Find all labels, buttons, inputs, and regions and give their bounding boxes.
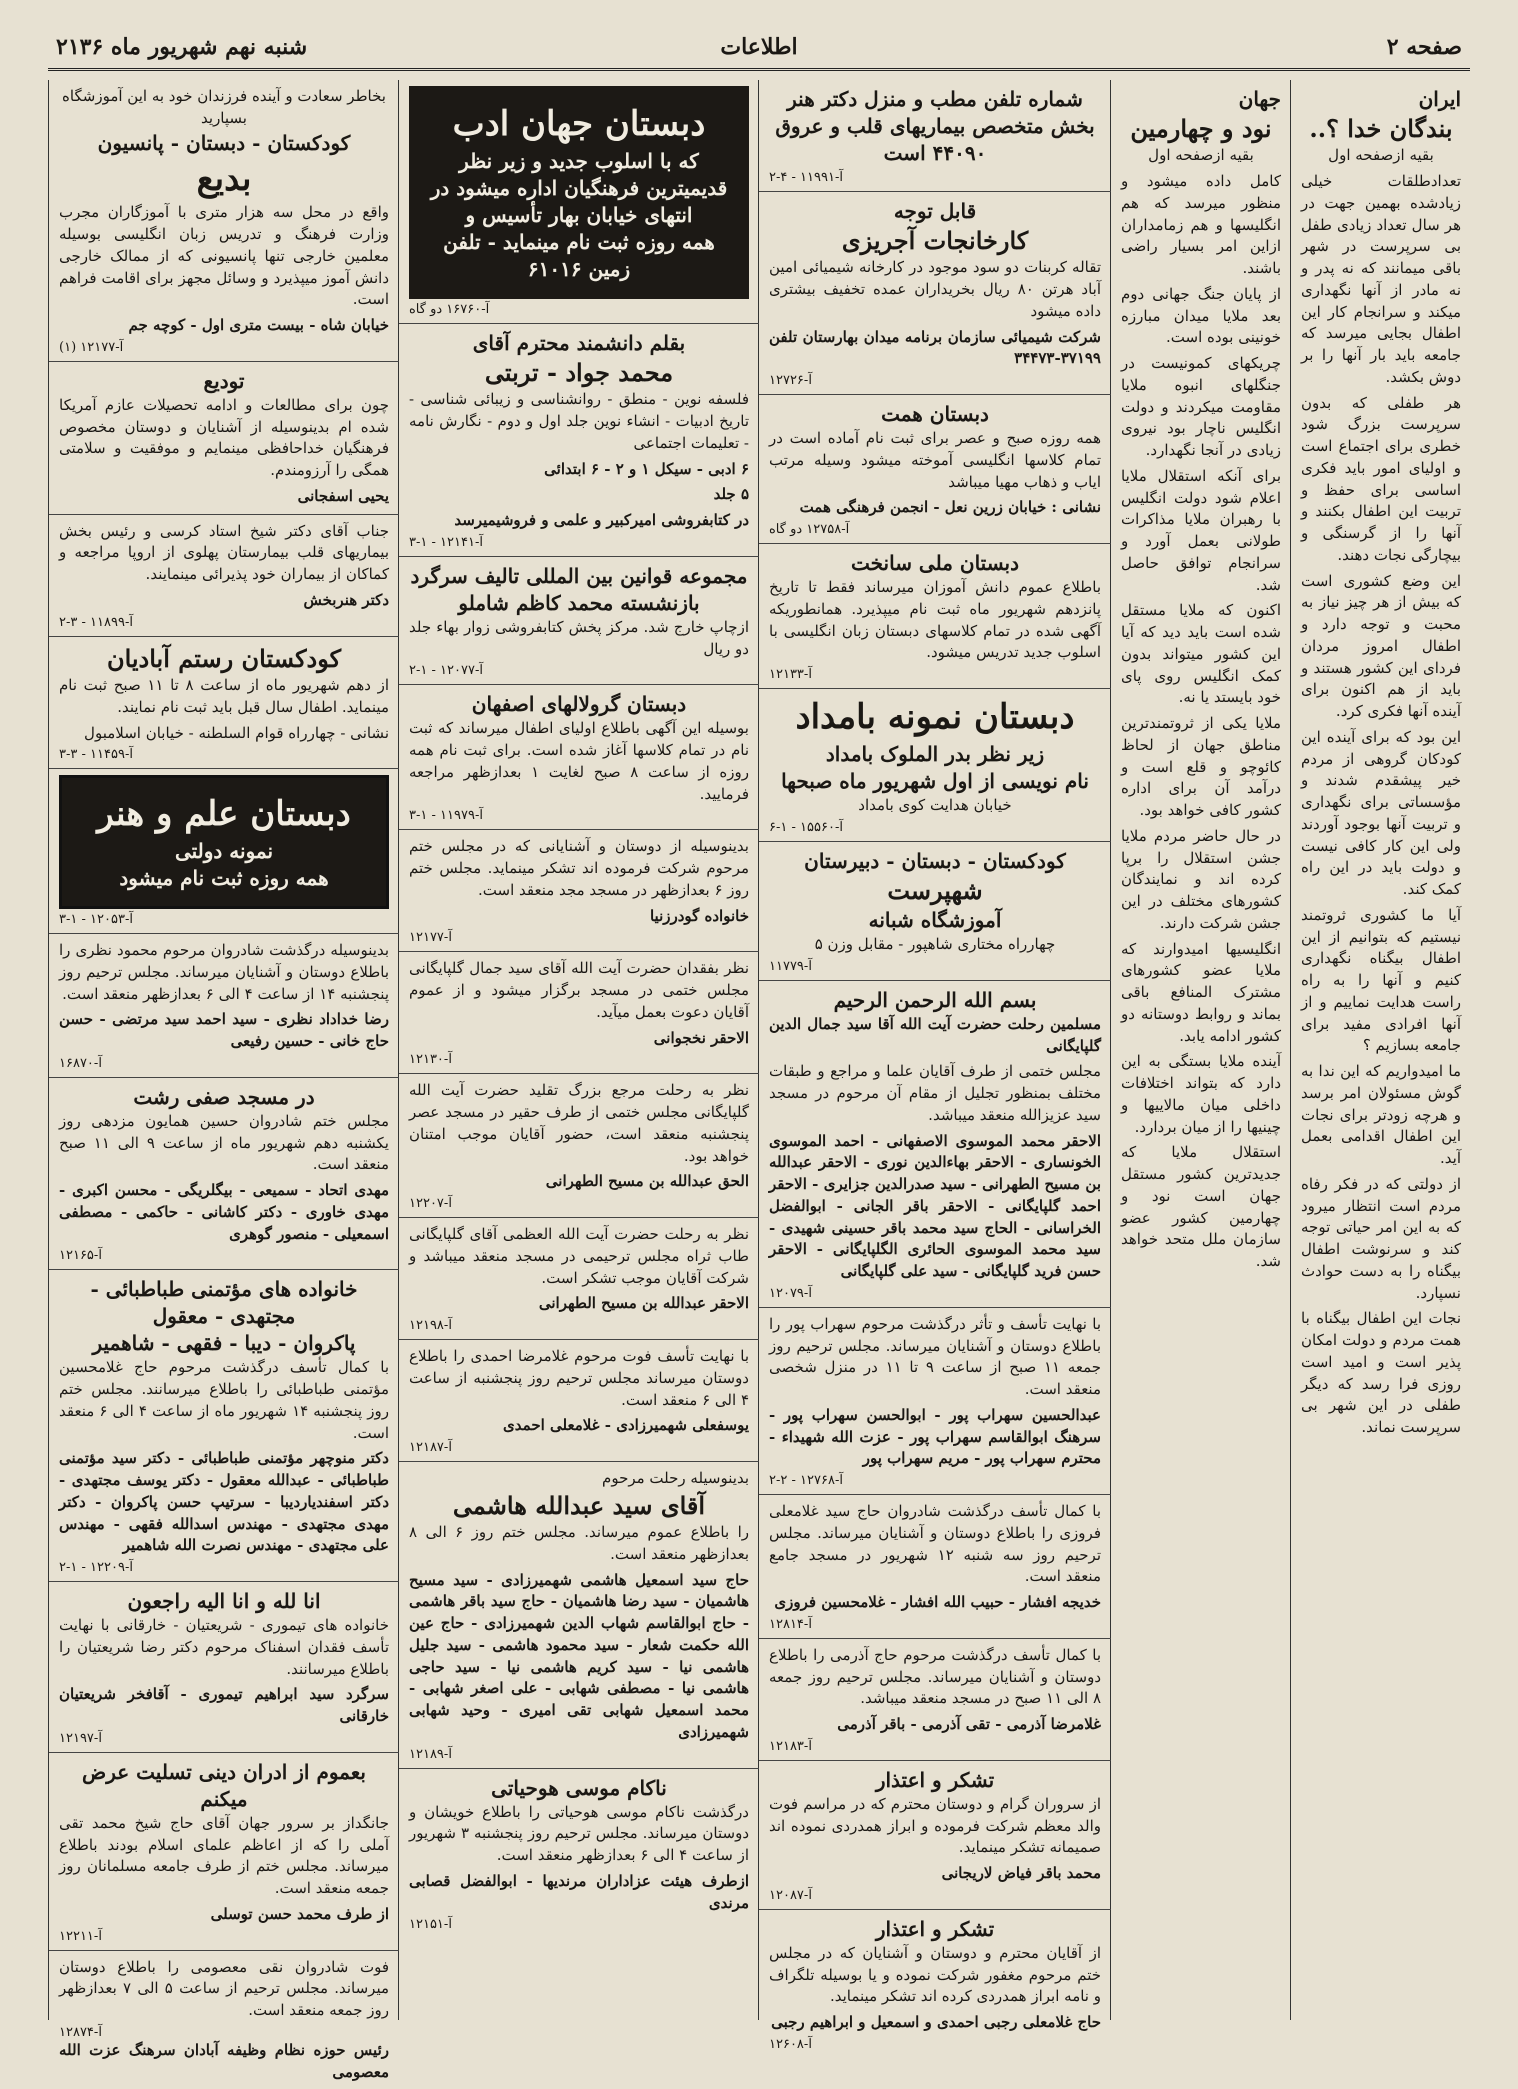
ad-body: از دهم شهریور ماه از ساعت ۸ تا ۱۱ صبح ثبت نام مینماید. اطفال سال قبل باید ثبت نام نمایند. — [59, 676, 390, 716]
sohrabpour-obituary — [759, 1308, 1111, 1495]
ad-code: آ-۱۲۶۰۸ — [769, 2036, 812, 2052]
obituary-title: ناکام موسی هوحیاتی — [491, 1775, 667, 1800]
article-paragraph: تعدادطلقات خیلی زیادشده بهمین جهت در هر سال تعداد زیادی طفل بی سرپرست در شهر باقی میمانند که نه پدر و نه مادر از آنها نگهداری میکند و سرانجام کار این اطفال بجایی میرسد که جامعه باید بار آنها را بر دوش بکشد. — [1301, 172, 1461, 386]
ad-code: آ-۱۲۱۵۱ — [409, 1917, 452, 1933]
ads-column-3 — [758, 80, 1111, 2052]
obituary-name: از طرف محمد حسن توسلی — [210, 1904, 389, 1923]
ad-banner — [409, 86, 749, 299]
book-sale: در کتابفروشی امیرکبیر و علمی و فروشیمیرسد — [454, 511, 749, 530]
ad-address: نشانی - چهارراه قوام السلطنه - خیابان اسلامبول — [84, 723, 389, 742]
iran-article — [1291, 80, 1471, 1445]
ad-code: آ-۱۲۰۷۷ - ۱-۲ — [409, 663, 483, 679]
obituary-title: انا لله و انا الیه راجعون — [127, 1589, 321, 1614]
notice-title: تشکر و اعتذار — [875, 1916, 995, 1941]
ad-code: آ-۱۱۹۷۹ - ۱-۳ — [409, 808, 483, 824]
notice-title: تودیع — [203, 368, 245, 393]
hashemi-obituary — [399, 1462, 759, 1769]
obituary-body: جانگداز بر سرور جهان آقای حاج شیخ محمد تقی آملی را که از اعاظم علمای اسلام بودند باطلاع میرساند. مجلس ختم از طرف جامعه مسلمانان روز جمعه منعقد است. — [59, 1813, 389, 1898]
continued-note: بقیه ازصفحه اول — [1148, 146, 1254, 165]
ad-code: آ-۱۲۱۸۷ — [409, 1440, 452, 1456]
ad-code: آ-۱۲۰۵۳ - ۱-۳ — [59, 912, 133, 928]
ad-title: دبستان همت — [881, 402, 989, 427]
article-paragraph: کامل داده میشود و منظور میرسد که هم انگلیسها و هم زمامداران ازاین امر بسیار راضی باشند. — [1121, 172, 1281, 278]
obituary-body: مجلس ختمی از طرف آقایان علما و مراجع و طبقات مختلف بمنظور تجلیل از مقام آن مرحوم در مسجد سید عزیزالله منعقد میباشد. — [769, 1062, 1101, 1124]
ad-banner — [59, 775, 389, 909]
obituary-body: با کمال تأسف درگذشت مرحوم حاج غلامحسین مؤتمنی طباطبائی را باطلاع میرسانند. مجلس ختم روز پنجشنبه ۱۴ شهریور ماه از ساعت ۴ الی ۶ منعقد است. — [59, 1358, 389, 1442]
article-paragraph: برای آنکه استقلال ملایا اعلام شود دولت انگلیس با رهبران ملایا مذاکرات طولانی بعمل آورد و سرانجام توافق حاصل شد. — [1121, 466, 1281, 594]
continued-note: بقیه ازصفحه اول — [1328, 146, 1434, 165]
book-list: فلسفه نوین - منطق - روانشناسی و زیبائی شناسی - تاریخ ادبیات - انشاء نوین جلد اول و دوم - نگارش نامه - تعلیمات اجتماعی — [409, 390, 749, 452]
article-paragraph: هر طفلی که بدون سرپرست بزرگ شود خطری برای اجتماع است و اولیای امور باید فکری اساسی برای حفظ و تربیت این اطفال بکنند و آنها را از گرسنگی و بیچارگی نجات دهند. — [1301, 393, 1461, 564]
notice-body: جناب آقای دکتر شیخ استاد کرسی و رئیس بخش بیماریهای قلب بیمارستان پهلوی از اروپا مراجعه و کماکان از بیماران خود پذیرائی مینمایند. — [59, 521, 389, 584]
obituary-subtitle: پاکروان - دیبا - فقهی - شاهمیر — [92, 1331, 356, 1356]
ad-code: آ-۱۲۱۳۳ — [769, 667, 812, 683]
teymouri-obituary — [49, 1582, 399, 1753]
notice-name: الاحقر نخجوانی — [653, 1028, 749, 1047]
notice-name: حاج غلامعلی رجبی احمدی و اسمعیل و ابراهیم رجبی — [771, 2013, 1101, 2032]
ad-code: آ-۱۲۲۱۱ — [59, 1928, 102, 1944]
article-paragraph: آینده ملایا بستگی به این دارد که بتواند اختلافات داخلی میان مالاییها و چینیها را از میان بردارد. — [1121, 1052, 1281, 1136]
obituary-body: با کمال تأسف درگذشت شادروان حاج سید غلامعلی فروزی را باطلاع دوستان و آشنایان میرساند. مجلس ترحیم روز سه شنبه ۱۲ شهریور در مسجد جامع منعقد است. — [769, 1502, 1101, 1586]
ahmadi-obituary — [399, 1340, 759, 1462]
ad-title: دبستان نمونه بامداد — [795, 697, 1075, 738]
obituary-names: ازطرف هیئت عزاداران مرندیها - ابوالفضل قصابی مرندی — [409, 1871, 749, 1912]
article-paragraph: اکنون که ملایا مستقل شده است باید دید که آیا این کشور میتواند بدون کمک انگلیس روی پای خود بایستد یا نه. — [1121, 601, 1281, 707]
book-volumes: ۵ جلد — [713, 485, 749, 504]
obituary-heading: مسلمین رحلت حضرت آیت الله آقا سید جمال الدین گلپایگانی — [769, 1014, 1101, 1055]
obituary-names: مهدی اتحاد - سمیعی - بیگلریگی - محسن اکبری - مهدی خاوری - دکتر کاشانی - حاکمی - مصطفی اسمعیلی - منصور گوهری — [59, 1181, 389, 1243]
obituary-title: بعموم از ادران دینی تسلیت عرض میکنم — [82, 1759, 366, 1811]
ad-code: آ-۱۲۷۶۸ - ۲-۲ — [769, 1473, 843, 1489]
ad-subtitle: کارخانجات آجریزی — [841, 226, 1029, 255]
ads-column-4 — [398, 80, 759, 2020]
notice-name: محمد باقر فیاض لاریجانی — [941, 1864, 1101, 1883]
masoumi-obituary — [49, 1951, 399, 2089]
notice-name: خانواده گودرزنیا — [649, 906, 749, 925]
ad-code: آ-۱۱۹۹۱ - ۴-۲ — [769, 170, 843, 185]
obituary-body: خانواده های تیموری - شریعتیان - خارقانی با نهایت تأسف فقدان اسفناک مرحوم دکتر رضا شریعتیان را باطلاع میرسانند. — [59, 1616, 389, 1678]
ad-subtitle: زیر نظر بدر الملوک بامداد — [825, 742, 1045, 767]
safi-mosque-obituary — [49, 1078, 399, 1271]
ad-code: آ-۱۲۷۵۸ دو گاه — [769, 522, 850, 538]
ad-code: آ-۱۱۴۵۹ - ۳-۳ — [59, 747, 133, 763]
obituary-names: سرگرد سید ابراهیم تیموری - آقافخر شریعتیان خارقانی — [59, 1685, 389, 1726]
azari-obituary — [759, 1639, 1111, 1761]
world-column — [1110, 80, 1291, 2020]
section-label: ایران — [1418, 87, 1461, 111]
page-date: شنبه نهم شهریور ماه ۲۱۳۶ — [56, 34, 308, 60]
nazari-obituary — [49, 934, 399, 1078]
ad-registration: همه روزه ثبت نام میشود — [119, 866, 329, 891]
thanks-notice-2 — [759, 1910, 1111, 2058]
ad-title: مجموعه قوانین بین المللی تالیف سرگرد بازنشسته محمد کاظم شاملو — [410, 563, 748, 615]
farewell-notice — [49, 362, 399, 515]
obituary-title: خانواده های مؤتمنی طباطبائی - مجتهدی - معقول — [90, 1277, 358, 1329]
ad-title: دبستان جهان ادب — [452, 104, 706, 144]
article-paragraph: در حال حاضر مردم ملایا جشن استقلال را برپا کرده اند و نمایندگان کشورهای مختلف در این جشن شرکت دارند. — [1121, 826, 1281, 932]
obituary-names: خدیجه افشار - حبیب الله افشار - غلامحسین فروزی — [774, 1593, 1101, 1612]
article-paragraph: این بود که برای آینده این کودکان گروهی از مردم خیر پیشقدم شدند و مؤسساتی برای نگهداری و تربیت آنها بوجود آوردند ولی این کار کافی نیست و دولت باید در این راه کمک کند. — [1301, 727, 1461, 899]
notice-name: الاحقر عبدالله بن مسیح الطهرانی — [538, 1294, 749, 1313]
ad-address: خیابان شاه - بیست متری اول - کوچه جم — [128, 316, 389, 335]
ad-code: آ-۱۲۱۸۳ — [769, 1738, 812, 1754]
obituary-title: در مسجد صفی رشت — [133, 1084, 315, 1109]
brick-factory-ad — [759, 192, 1111, 395]
ad-intro: بخاطر سعادت و آینده فرزندان خود به این آموزشگاه بسپارید — [62, 87, 386, 127]
ad-code: آ-۱۲۷۲۶ — [769, 373, 812, 389]
page-header — [48, 28, 1470, 71]
law-book-ad — [399, 557, 759, 686]
article-paragraph: انگلیسیها امیدوارند که ملایا عضو کشورهای مشترک المنافع باقی بماند و روابط دوستانه دو کشور ادامه یابد. — [1121, 939, 1281, 1045]
obituary-body: با کمال تأسف درگذشت مرحوم حاج آذرمی را باطلاع دوستان و آشنایان میرساند. مجلس ترحیم روز جمعه ۸ الی ۱۱ صبح در مسجد منعقد میباشد. — [769, 1645, 1101, 1708]
honarbakhsh-notice — [49, 515, 399, 637]
torbati-books-ad — [399, 324, 759, 557]
article-paragraph: ما امیدواریم که این ندا به گوش مسئولان امر برسد و هرچه زودتر برای نجات این اطفال اقدامی بعمل آید. — [1301, 1062, 1461, 1168]
obituary-body: را باطلاع عموم میرساند. مجلس ختم روز ۶ الی ۸ بعدازظهر منعقد است. — [409, 1523, 749, 1563]
ad-title: بقلم دانشمند محترم آقای — [472, 330, 686, 355]
ad-title: دبستان علم و هنر — [97, 794, 351, 835]
notice-name: دکتر هنربخش — [303, 590, 389, 609]
author-name: محمد جواد - تربتی — [484, 357, 674, 387]
ad-registration: همه روزه ثبت نام مینماید - تلفن زمین ۶۱۰۱۶ — [443, 229, 715, 281]
obituary-names: یوسفعلی شهمیرزادی - غلامعلی احمدی — [503, 1416, 749, 1435]
article-paragraph: چریکهای کمونیست در جنگلهای انبوه ملایا مقاومت میکردند و دولت انگلیس ناچار بود نیروی زیادی در آنجا نگهدارد. — [1121, 354, 1281, 460]
ad-title: دبستان گرولالهای اصفهان — [471, 692, 687, 717]
ad-code: آ-۱۲۱۷۷ — [409, 930, 452, 946]
ad-title: کودکستان - دبستان - پانسیون — [97, 130, 351, 155]
obituary-intro: بدینوسیله رحلت مرحوم — [602, 1469, 749, 1488]
notice-name: یحیی اسفجانی — [297, 486, 389, 505]
ad-code: آ-۱۲۲۰۷ — [409, 1196, 452, 1212]
jahan-adab-ad — [399, 80, 759, 324]
bamdad-school-ad — [759, 689, 1111, 842]
ejazi-obituary — [399, 1769, 759, 1939]
golaleh-school-ad — [399, 685, 759, 830]
meli-school-ad — [759, 544, 1111, 689]
article-paragraph: این وضع کشوری است که بیش از هر چیز نیاز به محبت و توجه دارد و اطفال امروز مردان فردای این کشور هستند و باید از هم اکنون برای آینده آنها فکری کرد. — [1301, 571, 1461, 721]
ad-code: آ-۱۲۱۹۷ — [59, 1730, 102, 1746]
ad-subtitle: که با اسلوب جدید و زیر نظر قدیمیترین فرهنگیان اداره میشود در انتهای خیابان بهار تأسیس و — [430, 148, 728, 227]
book-grades: ۶ ادبی - سیکل ۱ و ۲ - ۶ ابتدائی — [544, 459, 749, 478]
article-paragraph: استقلال ملایا که جدیدترین کشور مستقل جهان است نود و چهارمین کشور عضو سازمان ملل متحد خواهد شد. — [1121, 1143, 1281, 1271]
ad-code: آ-۱۲۰۸۷ — [769, 1887, 812, 1903]
ad-code: آ-۱۲۱۷۷ (۱) — [59, 339, 124, 355]
ad-address: خیابان هدایت کوی بامداد — [858, 796, 1012, 815]
obituary-body: فوت شادروان نقی معصومی را باطلاع دوستان میرساند. مجلس ترحیم از ساعت ۵ الی ۷ بعدازظهر روز جمعه منعقد است. — [59, 1957, 390, 2020]
obituary-body: بدینوسیله درگذشت شادروان مرحوم محمود نظری را باطلاع دوستان و آشنایان میرساند. مجلس ترحیم روز پنجشنبه ۱۴ از ساعت ۴ الی ۶ بعدازظهر منعقد است. — [59, 941, 389, 1003]
article-paragraph: آیا ما کشوری ثروتمند نیستیم که بتوانیم از این اطفال بیگناه نگهداری کنیم و آنها را به راه راست هدایت نماییم و از آنها افرادی مفید برای جامعه بسازیم ؟ — [1301, 905, 1461, 1055]
obituary-body: با نهایت تأسف و تأثر درگذشت مرحوم سهراب پور را باطلاع دوستان و آشنایان میرساند. مجلس ترحیم روز جمعه ۱۱ صبح از ساعت ۹ تا ۱۱ در منزل شخصی منعقد است. — [769, 1314, 1102, 1399]
article-paragraph: نجات این اطفال بیگناه با همت مردم و دولت امکان پذیر است و امید است روزی فرا رسد که دیگر طفلی در این شهر بی سرپرست نماند. — [1301, 1309, 1461, 1437]
article-title: بندگان خدا ؟.. — [1309, 114, 1453, 143]
page-number: صفحه ۲ — [1386, 34, 1462, 60]
ad-name: بدیع — [196, 158, 252, 199]
tavasoli-obituary — [49, 1753, 399, 1951]
ad-registration: نام نویسی از اول شهریور ماه صبحها — [781, 769, 1089, 794]
ad-title: شماره تلفن مطب و منزل دکتر هنر بخش متخصص بیماریهای قلب و عروق ۴۴۰۹۰ است — [775, 87, 1095, 165]
thanks-notice-1 — [759, 1761, 1111, 1910]
ad-contact: شرکت شیمیائی سازمان برنامه میدان بهارستان تلفن ۳۷۱۹۹-۳۴۴۷۳ — [769, 327, 1101, 368]
ad-code: آ-۱۱۸۹۹ - ۳-۲ — [59, 614, 133, 630]
ad-code: آ-۱۵۵۶۰ - ۱-۶ — [769, 819, 843, 835]
obituary-family: حاج سید اسمعیل هاشمی شهمیرزادی - سید مسیح هاشمیان - سید رضا هاشمیان - حاج سید باقر هاشمی - حاج ابوالقاسم شهاب الدین شهمیرزادی - حاج عین الله حکمت شعار - سید محمود هاشمی - سید جلیل هاشمی نیا - سید کریم هاشمی نیا - سید حاجی هاشمی نیا - مصطفی شهابی - علی اصغر شهابی - محمد اسمعیل شهابی تقی امیری - وحید شهابی شهمیرزادی — [409, 1570, 749, 1741]
ad-code: آ-۱۲۱۸۹ — [409, 1746, 452, 1762]
tabatabaei-obituary — [49, 1270, 399, 1582]
obituary-body: درگذشت ناکام موسی هوحیاتی را باطلاع خویشان و دوستان میرساند. مجلس ترحیم روز پنجشنبه ۳ شهریور از ساعت ۴ الی ۶ بعدازظهر منعقد است. — [409, 1802, 750, 1865]
ad-code: آ-۱۲۱۴۱ - ۱-۳ — [409, 534, 483, 550]
ad-title: کودکستان رستم آبادیان — [106, 643, 342, 673]
forouzi-obituary — [759, 1495, 1111, 1639]
masthead: اطلاعات — [720, 34, 798, 60]
ads-column-5 — [48, 80, 399, 2081]
ad-code: آ-۱۶۷۶۰ دو گاه — [409, 301, 490, 317]
ad-address: چهارراه مختاری شاهپور - مقابل وزن ۵ — [814, 935, 1056, 954]
clinic-ad — [759, 80, 1111, 192]
goudarzi-notice — [399, 830, 759, 952]
article-title: نود و چهارمین — [1130, 114, 1272, 143]
ad-code: آ-۱۲۰۷۹ — [769, 1285, 812, 1301]
ad-code: آ-۱۶۸۷۰ — [59, 1055, 102, 1071]
iran-column — [1290, 80, 1471, 2020]
ad-name: شهپرست — [887, 875, 983, 905]
notice-body: نظر به رحلت حضرت آیت الله العظمی آقای گلپایگانی طاب ثراه مجلس ترحیمی در مسجد منعقد میباشد و شرکت آقایان موجب تشکر است. — [409, 1225, 749, 1287]
obituary-signatories: الاحقر محمد الموسوی الاصفهانی - احمد الموسوی الخونساری - الاحقر بهاءالدین نوری - الاحقر عبدالله بن مسیح الطهرانی - سید صدرالدین جزایری - الاحقر احمد گلپایگانی - الاحقر باقر الجانی - ابوالفضل الخراسانی - الحاج سید محمد باقر حسینی شهیدی - سید محمد الموسوی الحائری الگلپایگانی - الاحقر حسن فرید گلپایگانی - سید علی گلپایگانی — [769, 1131, 1101, 1281]
article-paragraph: از پایان جنگ جهانی دوم بعد ملایا میدان مبارزه خونینی بوده است. — [1121, 284, 1281, 347]
ad-body: ازچاپ خارج شد. مرکز پخش کتابفروشی زوار بهاء جلد دو ریال — [409, 617, 749, 658]
ad-address: نشانی : خیابان زرین نعل - انجمن فرهنگی همت — [799, 498, 1101, 517]
notice-body: بدینوسیله از دوستان و آشنایانی که در مجلس ختم مرحوم شرکت فرموده اند تشکر مینماید. مجلس ختم روز ۶ بعدازظهر در مسجد مجد منعقد است. — [409, 837, 749, 899]
ad-body: همه روزه صبح و عصر برای ثبت نام آماده است در تمام کلاسها انگلیسی آموخته میشود وسیله مرتب ایاب و ذهاب مهیا میباشد — [769, 429, 1101, 491]
ad-code: آ-۱۱۷۷۹ — [769, 958, 812, 974]
world-article — [1111, 80, 1291, 1279]
ad-body: بوسیله این آگهی باطلاع اولیای اطفال میرساند که ثبت نام در تمام کلاسها آغاز شده است. برای ثبت نام همه روزه از ساعت ۸ صبح لغایت ۱ بعدازظهر مراجعه فرمایید. — [409, 719, 750, 803]
ad-code: آ-۱۲۲۰۹ - ۱-۲ — [59, 1560, 133, 1576]
ad-code: آ-۱۲۱۶۵ — [59, 1248, 102, 1264]
hemmat-school-ad — [759, 395, 1111, 544]
obituary-names: دکتر منوچهر مؤتمنی طباطبائی - دکتر سید مؤتمنی طباطبائی - عبدالله معقول - دکتر یوسف مجتهدی - دکتر اسفندیاردیبا - سرتیپ حسن پاکروان - دکتر مهدی مجتهدی - مهندس اسدالله فقهی - مهندس علی مجتهدی - مهندس نصرت الله شاهمیر — [59, 1449, 389, 1555]
obituary-name: آقای سید عبدالله هاشمی — [452, 1490, 706, 1520]
ad-body: تقاله کربنات دو سود موجود در کارخانه شیمیائی امین آباد هرتن ۸۰ ریال بخریداران عمده تخفیف بیشتری داده میشود — [769, 258, 1101, 320]
ad-title: دبستان ملی سانخت — [850, 551, 1020, 576]
obituary-names: غلامرضا آذرمی - تقی آذرمی - باقر آذرمی — [837, 1715, 1101, 1734]
obituary-names: رضا خداداد نظری - سید احمد سید مرتضی - حسن حاج خانی - حسین رفیعی — [59, 1010, 389, 1051]
ad-body: باطلاع عموم دانش آموزان میرساند فقط تا تاریخ پانزدهم شهریور ماه ثبت نام میپذیرد. همانطوریکه آگهی شده در تمام کلاسهای دبستان زبان انگلیسی با اسلوب جدید تدریس میشود. — [769, 578, 1101, 662]
obituary-name: رئیس حوزه نظام وظیفه آبادان سرهنگ عزت الله معصومی — [59, 2040, 389, 2081]
section-label: جهان — [1238, 87, 1281, 111]
notice-title: تشکر و اعتذار — [875, 1767, 995, 1792]
tehrani-notice-1 — [399, 1074, 759, 1218]
ad-body: واقع در محل سه هزار متری با آموزگاران مجرب وزارت فرهنگ و تدریس زبان انگلیسی بوسیله معلمین خارجی تنها پانسیونی که از ممالک خارجی دانش آموز میپذیرد و وسائل مجهز برای اقامت فراهم است. — [59, 203, 389, 309]
notice-body: نظر به رحلت مرجع بزرگ تقلید حضرت آیت الله گلپایگانی مجلس ختمی از طرف حقیر در مسجد عصر پنجشنبه منعقد است، حضور آقایان موجب امتنان خواهد بود. — [409, 1081, 749, 1165]
tehrani-notice-2 — [399, 1218, 759, 1340]
obituary-names: عبدالحسین سهراب پور - ابوالحسن سهراب پور - سرهنگ ابوالقاسم سهراب پور - عزت الله شهیداء - محترم سهراب پور - مریم سهراب پور — [769, 1405, 1101, 1468]
ad-code: آ-۱۲۱۹۸ — [409, 1318, 452, 1334]
ad-code: آ-۱۲۸۱۴ — [769, 1616, 812, 1632]
ad-title: قابل توجه — [893, 199, 977, 223]
obituary-invocation: بسم الله الرحمن الرحیم — [833, 987, 1037, 1012]
obituary-body: با نهایت تأسف فوت مرحوم غلامرضا احمدی را باطلاع دوستان میرساند مجلس ترحیم روز پنجشنبه از ساعت ۴ الی ۶ منعقد است. — [409, 1347, 749, 1409]
ad-subtitle: نمونه دولتی — [174, 839, 274, 864]
ad-code: آ-۱۲۱۳۰ — [409, 1052, 452, 1068]
naghjavani-notice — [399, 952, 759, 1074]
notice-name: الحق عبدالله بن مسیح الطهرانی — [545, 1172, 749, 1191]
article-paragraph: از دولتی که در فکر رفاه مردم است انتظار میرود که به این امر حیاتی توجه کند و سرنوشت اطفال بیگناه را به دست حوادث نسپارد. — [1301, 1174, 1461, 1302]
ad-title: کودکستان - دبستان - دبیرستان — [804, 848, 1066, 873]
article-paragraph: ملایا یکی از ثروتمندترین مناطق جهان از لحاظ کائوچو و قلع است و درآمد آن برای اداره کشور کافی خواهد بود. — [1121, 714, 1281, 820]
obituary-body: مجلس ختم شادروان حسین همایون مزدهی روز یکشنبه دهم شهریور ماه از ساعت ۹ الی ۱۱ صبح منعقد است. — [59, 1111, 389, 1174]
notice-body: از آقایان محترم و دوستان و آشنایان که در مجلس ختم مرحوم مغفور شرکت نموده و یا بوسیله تلگراف و نامه ابراز همدردی کرده اند تشکر مینماید. — [769, 1943, 1101, 2006]
notice-body: نظر بفقدان حضرت آیت الله آقای سید جمال گلپایگانی مجلس ختمی در مسجد برگزار میشود و از عموم آقایان دعوت بعمل میآید. — [409, 959, 749, 1021]
notice-body: چون برای مطالعات و ادامه تحصیلات عازم آمریکا شده ام بدینوسیله از آشنایان و دوستان مخصوص فرهنگیان خداحافظی مینمایم و موفقیت و سلامتی همگی را آرزومندم. — [59, 395, 389, 480]
badi-school-ad — [49, 80, 399, 362]
golpayegani-obituary — [759, 981, 1111, 1308]
shahparast-school-ad — [759, 842, 1111, 981]
ad-subtitle: آموزشگاه شبانه — [868, 908, 1002, 933]
rostam-abadian-ad — [49, 637, 399, 770]
elm-o-honar-ad — [49, 769, 399, 934]
ad-code: آ-۱۲۸۷۴ — [59, 2024, 102, 2040]
notice-body: از سروران گرام و دوستان محترم که در مراسم فوت والد معظم شرکت فرموده و ابراز همدردی نموده اند صمیمانه تشکر مینماید. — [769, 1794, 1101, 1857]
